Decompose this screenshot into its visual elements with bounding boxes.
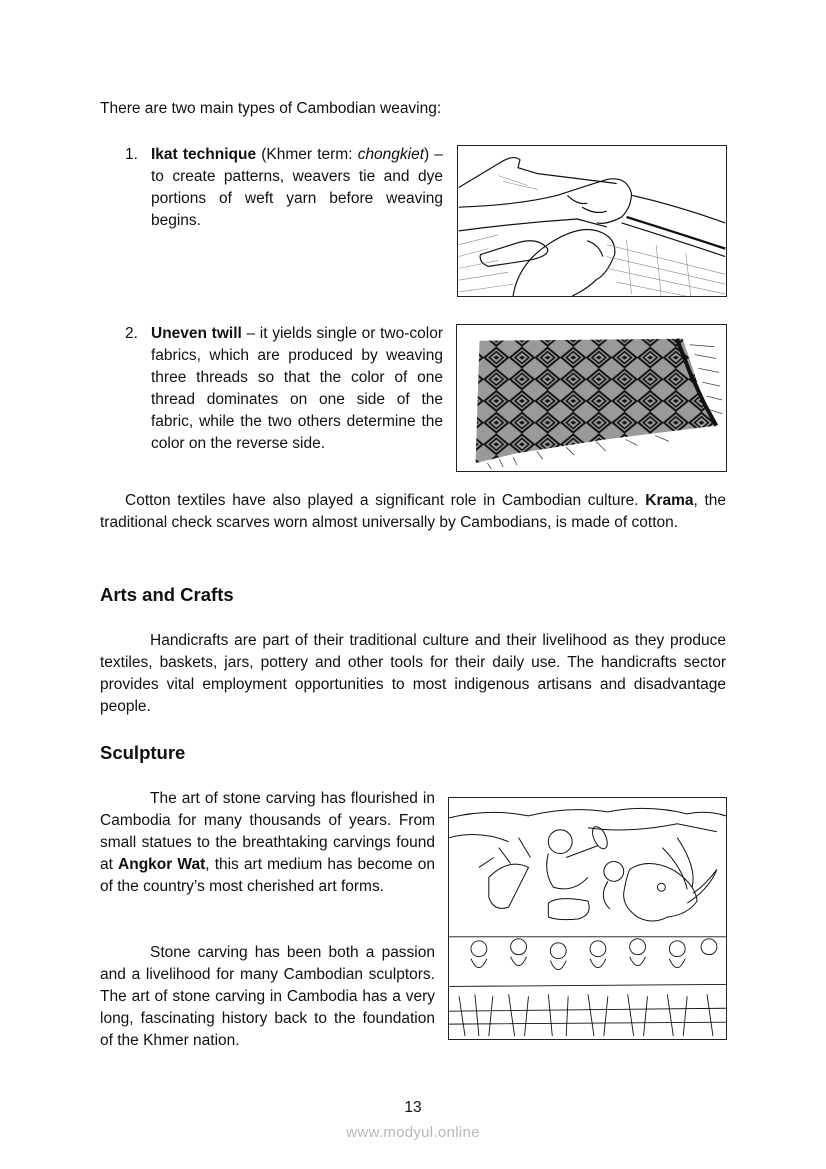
list-item-ikat xyxy=(125,144,443,232)
khmer-term: chongkiet xyxy=(357,146,425,163)
sculpture-paragraph-2: Stone carving has been both a passion and a livelihood for many Cambodian sculptors. The art of stone carving in Cambodia has a very long, fascinating history back to the foundation of the Khmer nation. xyxy=(100,944,435,1049)
hands-tying-yarn-illustration xyxy=(458,146,726,296)
sculpture-paragraph-1: The art of stone carving has flourished in Cambodia for many thousands of years. From small statues to the breathtaking carvings found at Angkor Wat, this art medium has become on of the country’s most cherished art forms. xyxy=(100,790,435,895)
angkor-wat-term: Angkor Wat xyxy=(118,856,206,873)
twill-term: Uneven twill xyxy=(151,325,242,342)
twill-fabric-figure xyxy=(456,324,727,472)
arts-and-crafts-paragraph: Handicrafts are part of their traditional culture and their livelihood as they produce textiles, baskets, jars, pottery and other tools for their daily use. The handicrafts sector provides vital employment opportunities to most indigenous artisans and disadvantage people. xyxy=(100,632,726,715)
page-number: 13 xyxy=(404,1099,422,1116)
intro-text: There are two main types of Cambodian weaving: xyxy=(100,100,442,117)
angkor-bas-relief-illustration xyxy=(449,798,726,1039)
krama-term: Krama xyxy=(645,492,694,509)
ikat-description: Ikat technique (Khmer term: chongkiet) – to create patterns, weavers tie and dye portions of weft yarn before weaving begins. xyxy=(151,146,444,229)
arts-and-crafts-heading: Arts and Crafts xyxy=(100,584,234,605)
angkor-bas-relief-figure xyxy=(448,797,727,1040)
list-number: 2. xyxy=(125,325,138,342)
list-item-twill xyxy=(125,323,443,455)
sculpture-heading: Sculpture xyxy=(100,742,186,763)
hands-tying-yarn-figure xyxy=(457,145,727,297)
list-number: 1. xyxy=(125,146,138,163)
cotton-paragraph: Cotton textiles have also played a significant role in Cambodian culture. Krama, the traditional check scarves worn almost universally by Cambodians, is made of cotton. xyxy=(100,492,726,531)
twill-description: Uneven twill – it yields single or two-color fabrics, which are produced by weaving three threads so that the color of one thread dominates on one side of the fabric, while the two others determine the color on the reverse side. xyxy=(151,325,444,452)
ikat-term: Ikat technique xyxy=(151,146,257,163)
watermark-link[interactable]: www.modyul.online xyxy=(346,1124,480,1141)
twill-fabric-illustration xyxy=(457,325,726,471)
